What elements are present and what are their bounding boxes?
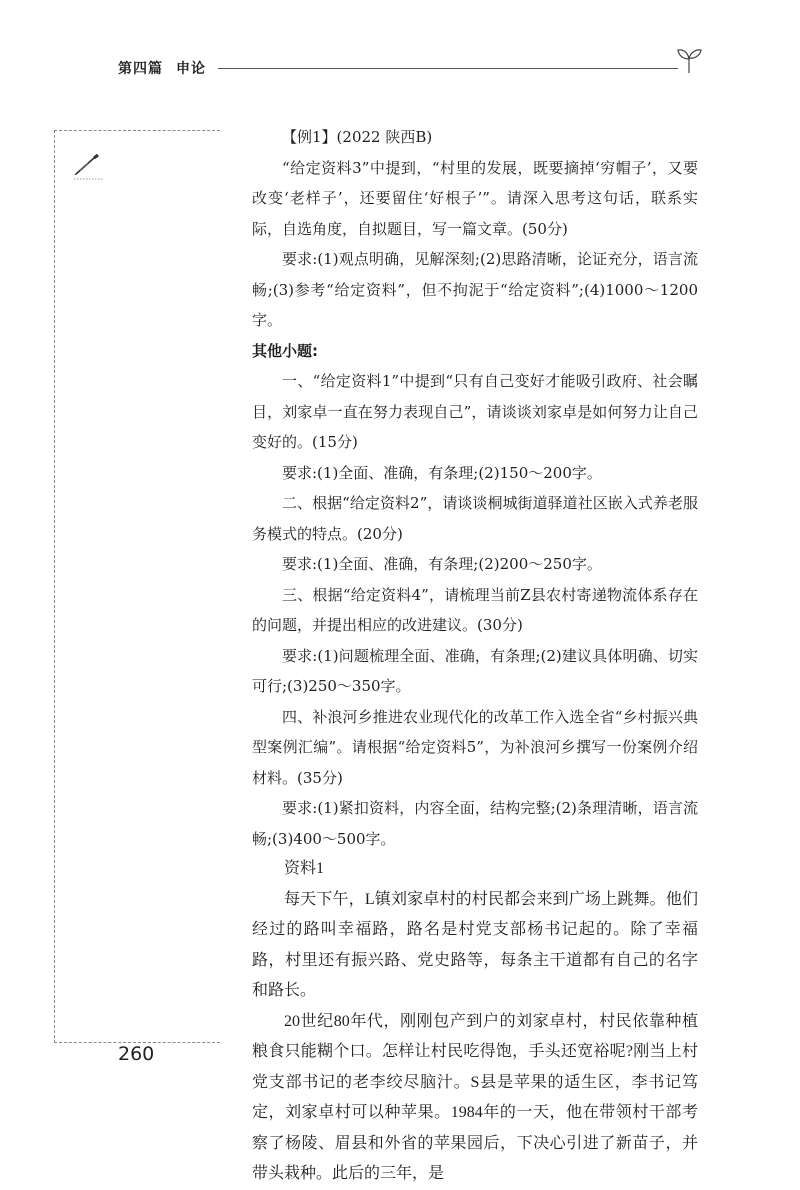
running-header (118, 56, 698, 80)
other-questions-heading: 其他小题: (252, 341, 318, 360)
question-3: 三、根据“给定资料4”，请梳理当前Z县农村寄递物流体系存在的问题，并提出相应的改进建议。(30分) (252, 585, 698, 634)
pen-icon (72, 148, 108, 184)
material-paragraph: 20世纪80年代，刚刚包产到户的刘家卓村，村民依靠种植粮食只能糊个口。怎样让村民吃得饱，手头还宽裕呢?刚当上村党支部书记的老李绞尽脑汁。S县是苹果的适生区，李书记笃定，刘家卓村可以种苹果。1984年的一天，他在带领村干部考察了杨陵、眉县和外省的苹果园后，下决心引进了新苗子，并带头栽种。此后的三年，是 (252, 1012, 698, 1182)
example-heading: 【例1】(2022 陕西B) (282, 128, 433, 146)
question-4-requirements: 要求:(1)紧扣资料，内容全面，结构完整;(2)条理清晰，语言流畅;(3)400～500字。 (252, 799, 698, 848)
material-title: 资料1 (284, 860, 325, 877)
header-section: 申论 (176, 61, 206, 77)
question-1-requirements: 要求:(1)全面、准确，有条理;(2)150～200字。 (282, 463, 602, 482)
question-2: 二、根据“给定资料2”，请谈谈桐城街道驿道社区嵌入式养老服务模式的特点。(20分) (252, 494, 698, 543)
question-4: 四、补浪河乡推进农业现代化的改革工作入选全省“乡村振兴典型案例汇编”。请根据“给定资料5”，为补浪河乡撰写一份案例介绍材料。(35分) (252, 707, 698, 787)
example-requirements: 要求:(1)观点明确，见解深刻;(2)思路清晰，论证充分，语言流畅;(3)参考“给定资料”，但不拘泥于“给定资料”;(4)1000～1200字。 (252, 250, 698, 329)
header-part: 第四篇 (118, 61, 163, 77)
question-1: 一、“给定资料1”中提到“只有自己变好才能吸引政府、社会瞩目，刘家卓一直在努力表现自己”，请谈谈刘家卓是如何努力让自己变好的。(15分) (252, 372, 698, 451)
header-rule (218, 68, 678, 69)
question-2-requirements: 要求:(1)全面、准确，有条理;(2)200～250字。 (282, 555, 602, 573)
page-number: 260 (118, 1043, 155, 1065)
question-3-requirements: 要求:(1)问题梳理全面、准确，有条理;(2)建议具体明确、切实可行;(3)250～350字。 (252, 646, 698, 695)
material-paragraph: 每天下午，L镇刘家卓村的村民都会来到广场上跳舞。他们经过的路叫幸福路，路名是村党支部杨书记起的。除了幸福路，村里还有振兴路、党史路等，每条主干道都有自己的名字和路长。 (252, 890, 698, 999)
sprout-icon (676, 46, 702, 74)
main-content (252, 122, 698, 1190)
note-sidebar (54, 130, 220, 1043)
example-question: “给定资料3”中提到，“村里的发展，既要摘掉‘穷帽子’，又要改变‘老样子’，还要留住‘好根子’”。请深入思考这句话，联系实际，自选角度，自拟题目，写一篇文章。(50分) (252, 158, 698, 238)
